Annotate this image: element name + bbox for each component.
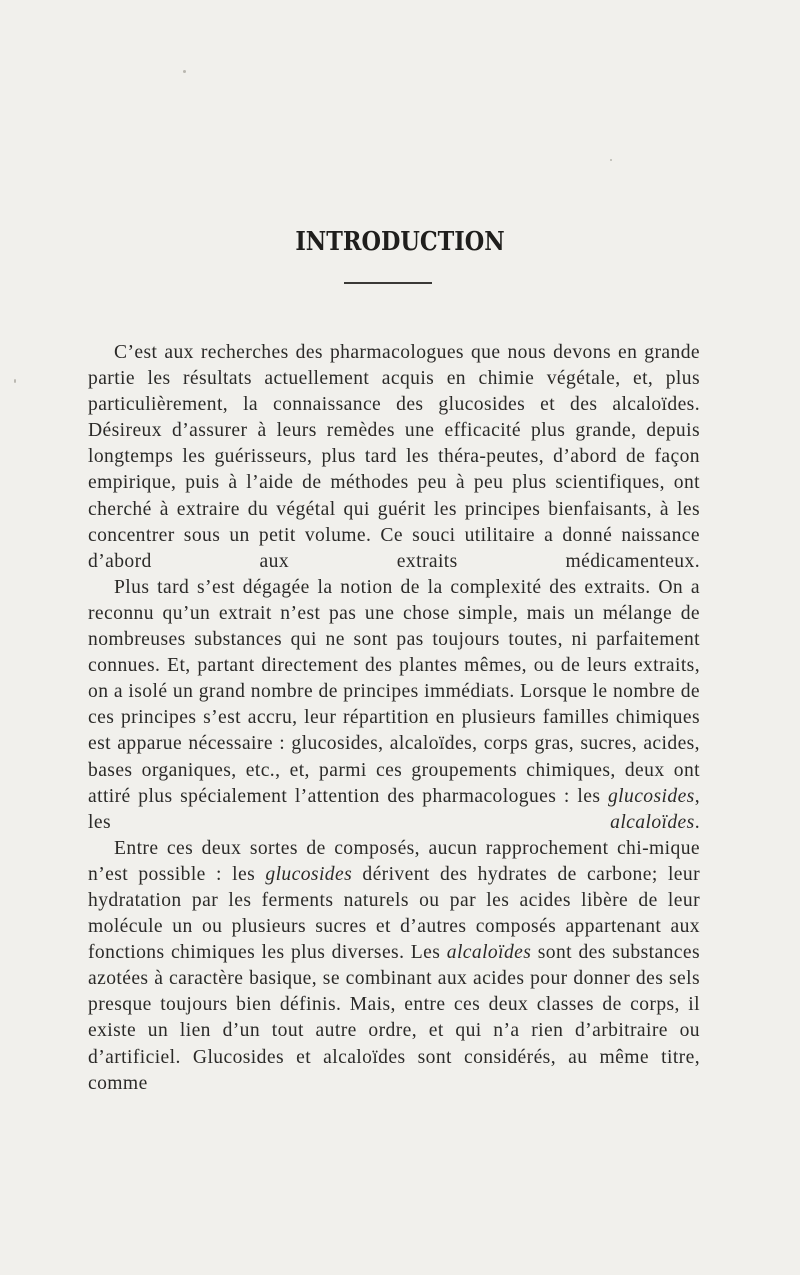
paper-speck <box>183 70 186 73</box>
chapter-title: INTRODUCTION <box>295 227 505 258</box>
text-run: dérivent des hydrates de carbone; leur hydratation par les ferments naturels ou par les acides libère de leur molécule un ou plusieurs sucres et d’autres composés appartenant aux fonctions chimiques les plus diverses. Les <box>88 863 701 964</box>
text-run: , les <box>88 785 700 833</box>
italic-term: glucosides <box>265 863 353 885</box>
text-run: C’est aux recherches des pharmacologues que nous devons en grande partie les résultats actuellement acquis en chimie végétale, et, plus particulièrement, la connaissance des glucosides et des alcaloïdes. Désireux d’assurer à leurs remèdes une efficacité plus grande, depuis longtemps les guérisseurs, plus tard les théra-peutes, d’abord de façon empirique, puis à l’aide de méthodes peu à peu plus scientifiques, ont cherché à extraire du végétal qui guérit les principes bienfaisants, à les concentrer sous un petit volume. Ce souci utilitaire a donné naissance d’abord aux extraits médicamenteux. <box>88 342 700 572</box>
text-run: Entre ces deux sortes de composés, aucun rapprochement chi-mique n’est possible : les <box>88 837 700 885</box>
text-run: . <box>694 811 700 833</box>
italic-term: alcaloïdes <box>610 811 695 833</box>
paragraph <box>88 340 700 575</box>
text-run: Plus tard s’est dégagée la notion de la complexité des extraits. On a reconnu qu’un extrait n’est pas une chose simple, mais un mélange de nombreuses substances qui ne sont pas toujours toutes, ni parfaitement connues. Et, partant directement des plantes mêmes, ou de leurs extraits, on a isolé un grand nombre de principes immédiats. Lorsque le nombre de ces principes s’est accru, leur répartition en plusieurs familles chimiques est apparue nécessaire : glucosides, alcaloïdes, corps gras, sucres, acides, bases organiques, etc., et, parmi ces groupements chimiques, deux ont attiré plus spécialement l’attention des pharmacologues : les <box>88 576 700 807</box>
paragraph <box>88 836 700 1097</box>
text-run: sont des substances azotées à caractère basique, se combinant aux acides pour donner des sels presque toujours bien définis. Mais, entre ces deux classes de corps, il existe un lien d’un tout autre ordre, et qui n’a rien d’arbitraire ou d’artificiel. Glucosides et alcaloïdes sont considérés, au même titre, comme <box>88 942 701 1094</box>
italic-term: glucosides <box>607 785 695 807</box>
paragraph <box>88 575 700 836</box>
body-text <box>88 340 700 1097</box>
title-divider <box>344 282 432 284</box>
paper-speck <box>610 159 612 161</box>
italic-term: alcaloïdes <box>446 942 532 964</box>
paper-speck <box>14 379 16 383</box>
